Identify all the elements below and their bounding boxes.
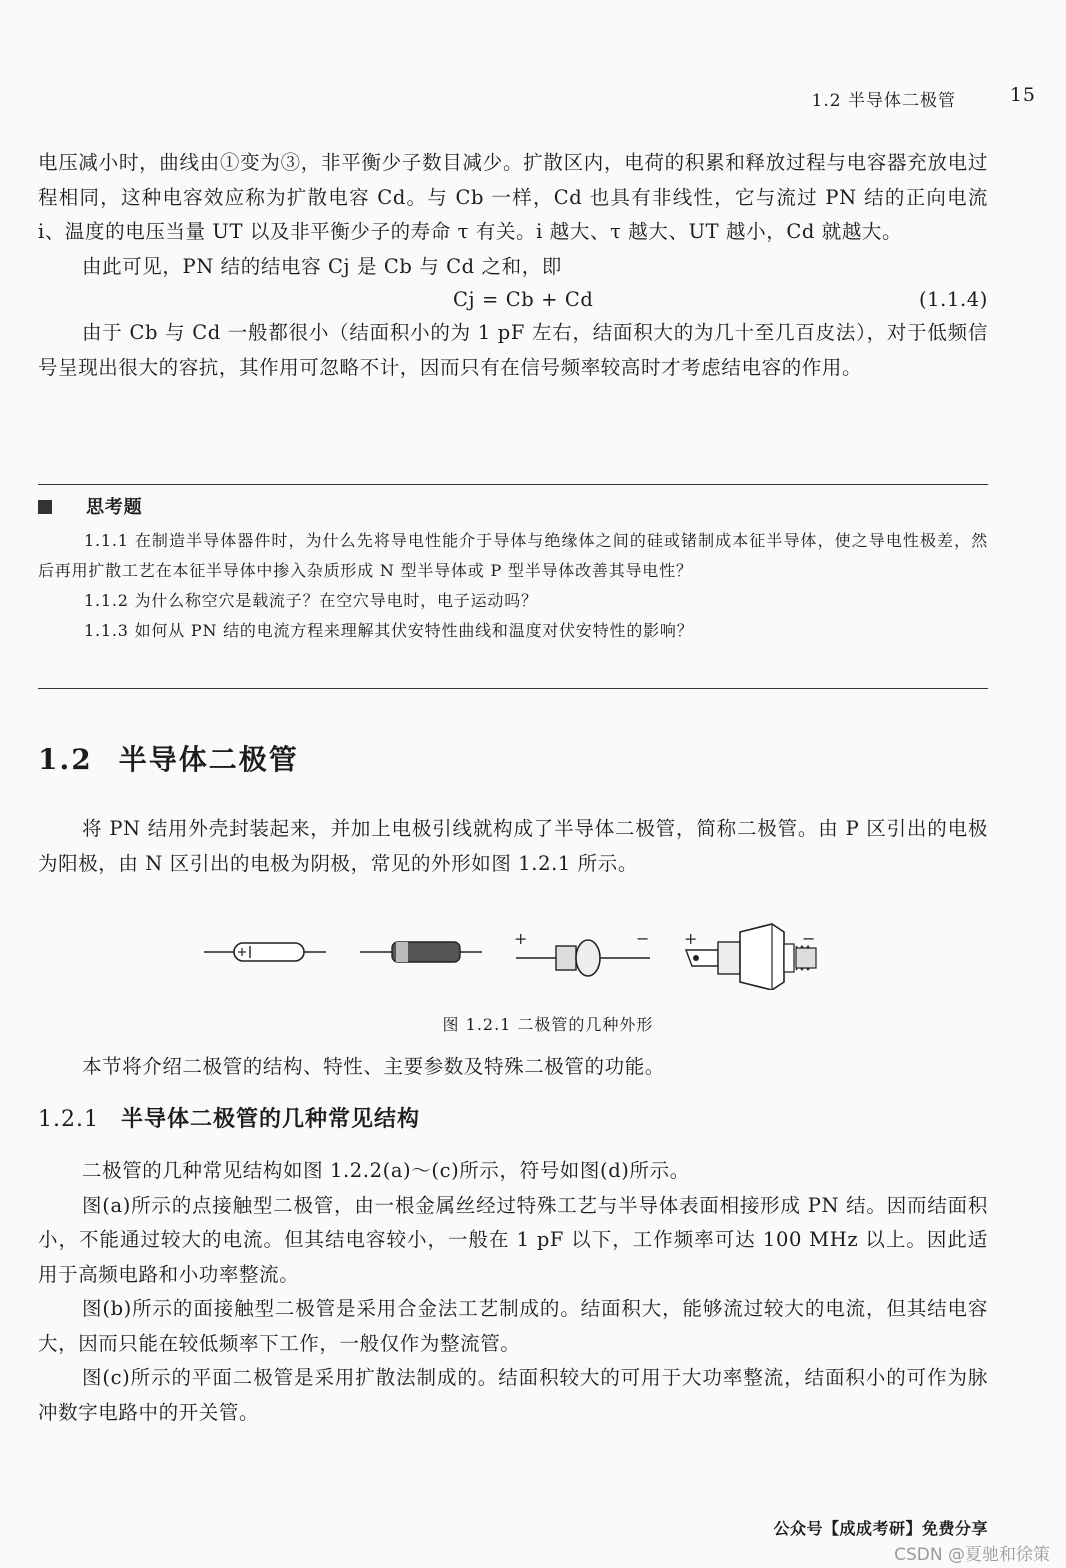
- running-header: [40, 86, 1036, 110]
- figure-caption: 图 1.2.1 二极管的几种外形: [442, 1015, 654, 1034]
- paragraph: 由此可见，PN 结的结电容 Cj 是 Cb 与 Cd 之和，即: [82, 254, 562, 278]
- diode-shapes-figure: [190, 910, 840, 990]
- question: 1.1.1 在制造半导体器件时，为什么先将导电性能介于导体与绝缘体之间的硅或锗制成本征半导体，使之导电性极差，然后再用扩散工艺在本征半导体中掺入杂质形成 N 型半导体或 P 型半导体改善其导电性？: [38, 531, 988, 580]
- svg-text:+: +: [684, 929, 698, 948]
- paragraph: 图(b)所示的面接触型二极管是采用合金法工艺制成的。结面积大，能够流过较大的电流，但其结电容大，因而只能在较低频率下工作，一般仅作为整流管。: [38, 1297, 988, 1355]
- thinking-questions: [38, 494, 988, 646]
- paragraph: 图(c)所示的平面二极管是采用扩散法制成的。结面积较大的可用于大功率整流，结面积小的可作为脉冲数字电路中的开关管。: [38, 1366, 988, 1424]
- intro-text-block: [38, 812, 988, 881]
- diode-stud-large-icon: [684, 924, 816, 990]
- equation-number: (1.1.4): [918, 288, 988, 311]
- paragraph: 本节将介绍二极管的结构、特性、主要参数及特殊二极管的功能。: [82, 1055, 665, 1078]
- paragraph: 电压减小时，曲线由①变为③，非平衡少子数目减少。扩散区内，电荷的积累和释放过程与电容器充放电过程相同，这种电容效应称为扩散电容 Cd。与 Cb 一样，Cd 也具有非线性，它与流过 PN 结的正向电流 i、温度的电压当量 UT 以及非平衡少子的寿命 τ 有关。i 越大、τ 越大、UT 越小，Cd 就越大。: [38, 151, 988, 243]
- watermark: CSDN @夏驰和徐策: [894, 1545, 1050, 1565]
- svg-text:+: +: [514, 929, 528, 948]
- square-bullet-icon: [38, 500, 52, 514]
- section-heading: 1.2 半导体二极管: [38, 743, 299, 776]
- divider: [38, 688, 988, 689]
- paragraph: 由于 Cb 与 Cd 一般都很小（结面积小的为 1 pF 左右，结面积大的为几十至几百皮法），对于低频信号呈现出很大的容抗，其作用可忽略不计，因而只有在信号频率较高时才考虑结电容的作用。: [38, 321, 988, 379]
- svg-text:−: −: [636, 929, 650, 948]
- section-intro-block: [38, 1050, 988, 1085]
- page-number: 15: [1009, 84, 1036, 106]
- equation: Cj = Cb + Cd: [453, 288, 594, 311]
- equation-row: [38, 284, 988, 316]
- paragraph: 将 PN 结用外壳封装起来，并加上电极引线就构成了半导体二极管，简称二极管。由 P 区引出的电极为阳极，由 N 区引出的电极为阴极，常见的外形如图 1.2.1 所示。: [38, 817, 988, 875]
- structures-text-block: [38, 1154, 988, 1430]
- header-section: 1.2 半导体二极管: [811, 91, 956, 111]
- divider: [38, 484, 988, 485]
- diode-stud-small-icon: [514, 929, 650, 976]
- diode-axial-icon: [360, 942, 482, 962]
- footer-note: 公众号【成成考研】免费分享: [773, 1519, 988, 1538]
- diode-glass-icon: [204, 943, 326, 961]
- paragraph: 二极管的几种常见结构如图 1.2.2(a)～(c)所示，符号如图(d)所示。: [82, 1159, 690, 1182]
- subsection-heading: 1.2.1 半导体二极管的几种常见结构: [38, 1106, 420, 1132]
- question: 1.1.3 如何从 PN 结的电流方程来理解其伏安特性曲线和温度对伏安特性的影响？: [84, 621, 694, 640]
- svg-text:−: −: [802, 929, 816, 948]
- question: 1.1.2 为什么称空穴是载流子？在空穴导电时，电子运动吗？: [84, 591, 538, 610]
- thinking-title: 思考题: [38, 494, 988, 526]
- top-text-block: [38, 146, 988, 385]
- paragraph: 图(a)所示的点接触型二极管，由一根金属丝经过特殊工艺与半导体表面相接形成 PN 结。因而结面积小，不能通过较大的电流。但其结电容较小，一般在 1 pF 以下，工作频率可达 100 MHz 以上。因此适用于高频电路和小功率整流。: [38, 1193, 988, 1286]
